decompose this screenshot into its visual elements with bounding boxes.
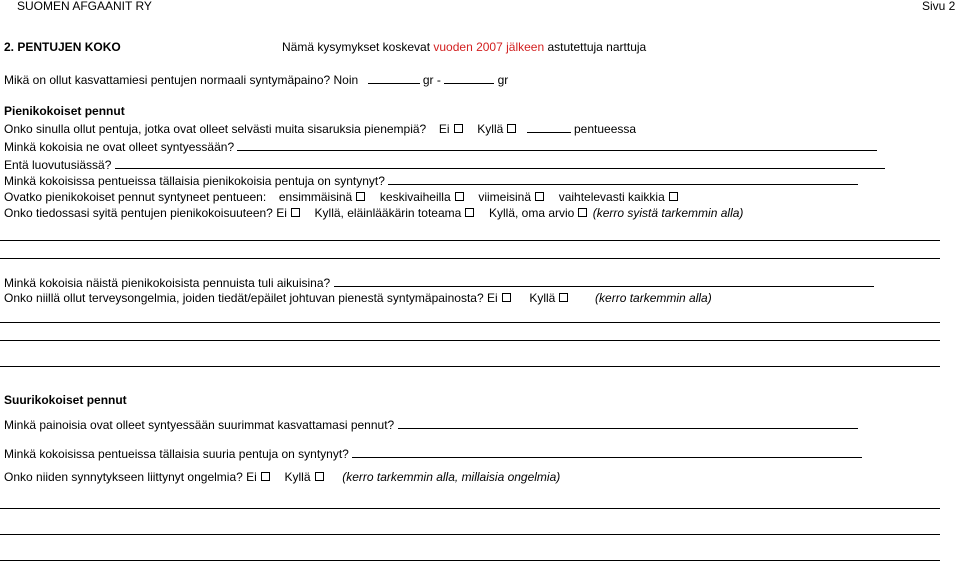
small-q1-ei-checkbox[interactable] [454, 124, 463, 133]
pentueessa-label: pentueessa [573, 122, 637, 136]
small-q6-vet-label: Kyllä, eläinlääkärin toteama [314, 206, 462, 220]
option-first-checkbox[interactable] [356, 192, 365, 201]
answer-line-4[interactable] [0, 340, 940, 341]
page-number: Sivu 2 [922, 0, 956, 13]
section-note-highlight: vuoden 2007 jälkeen [433, 40, 545, 54]
option-varied-label: vaihtelevasti kaikkia [558, 190, 665, 204]
large-q3-explain-note: (kerro tarkemmin alla, millaisia ongelmia) [342, 470, 561, 484]
small-q8-explain-note: (kerro tarkemmin alla) [595, 291, 712, 305]
small-q6-guess-label: Kyllä, oma arvio [488, 206, 575, 220]
large-q3 [4, 470, 560, 485]
answer-line-1[interactable] [0, 240, 940, 241]
small-q6-explain-note: (kerro syistä tarkemmin alla) [592, 206, 744, 220]
large-q1-label: Minkä painoisia ovat olleet syntyessään suurimmat kasvattamasi pennut? [4, 418, 395, 432]
small-count-field[interactable] [527, 121, 571, 133]
small-q7 [4, 275, 874, 291]
small-q3-field[interactable] [115, 157, 885, 169]
small-puppies-title: Pienikokoiset pennut [4, 104, 125, 118]
answer-line-3[interactable] [0, 322, 940, 323]
large-puppies-title: Suurikokoiset pennut [4, 393, 127, 407]
option-middle-checkbox[interactable] [455, 192, 464, 201]
small-q6-guess-checkbox[interactable] [578, 208, 587, 217]
small-q8-label: Onko niillä ollut terveysongelmia, joiden tiedät/epäilet johtuvan pienestä syntymäpainosta? [4, 291, 484, 305]
small-q1-ei-label: Ei [438, 122, 450, 136]
small-q4-field[interactable] [388, 173, 858, 185]
small-q8-ei-label: Ei [486, 291, 498, 305]
large-q1 [4, 417, 858, 433]
org-name: SUOMEN AFGAANIT RY [17, 0, 152, 13]
option-middle-label: keskivaiheilla [379, 190, 451, 204]
small-q8-ei-checkbox[interactable] [502, 293, 511, 302]
large-q3-ei-checkbox[interactable] [261, 472, 270, 481]
option-varied-checkbox[interactable] [669, 192, 678, 201]
small-q5 [4, 190, 680, 205]
gr-label-1: gr - [422, 73, 441, 87]
option-first-label: ensimmäisinä [278, 190, 353, 204]
small-q2-label: Minkä kokoisia ne ovat olleet syntyessään? [4, 140, 235, 154]
small-q4-label: Minkä kokoisissa pentueissa tällaisia pienikokoisia pentuja on syntynyt? [4, 174, 385, 188]
section-note-end: astutettuja narttuja [544, 40, 647, 54]
small-q6-ei-checkbox[interactable] [291, 208, 300, 217]
weight-max-field[interactable] [444, 72, 494, 84]
answer-line-2[interactable] [0, 258, 940, 259]
normal-weight-question [4, 72, 508, 88]
small-q7-field[interactable] [334, 275, 874, 287]
small-q1-kylla-label: Kyllä [477, 122, 504, 136]
answer-line-5[interactable] [0, 366, 940, 367]
section-note-start: Nämä kysymykset koskevat [282, 40, 434, 54]
section-note [282, 40, 646, 55]
large-q3-ei-label: Ei [246, 470, 257, 484]
small-q6 [4, 206, 743, 221]
option-last-checkbox[interactable] [535, 192, 544, 201]
answer-line-7[interactable] [0, 534, 940, 535]
answer-line-8[interactable] [0, 560, 940, 561]
small-q3-label: Entä luovutusiässä? [4, 158, 112, 172]
section-title: 2. PENTUJEN KOKO [4, 40, 121, 54]
small-q1-label: Onko sinulla ollut pentuja, jotka ovat olleet selvästi muita sisaruksia pienempiä? [4, 122, 427, 136]
large-q3-kylla-checkbox[interactable] [315, 472, 324, 481]
large-q3-kylla-label: Kyllä [284, 470, 311, 484]
small-q1-kylla-checkbox[interactable] [507, 124, 516, 133]
gr-label-2: gr [497, 73, 509, 87]
small-q8-kylla-checkbox[interactable] [559, 293, 568, 302]
large-q3-label: Onko niiden synnytykseen liittynyt ongelmia? [4, 470, 243, 484]
small-q8-kylla-label: Kyllä [529, 291, 556, 305]
small-q1 [4, 121, 636, 137]
large-q1-field[interactable] [398, 417, 858, 429]
large-q2 [4, 446, 862, 462]
small-q6-ei-label: Ei [276, 206, 287, 220]
small-q6-label: Onko tiedossasi syitä pentujen pienikokoisuuteen? [4, 206, 273, 220]
small-q3 [4, 157, 885, 173]
weight-min-field[interactable] [368, 72, 420, 84]
option-last-label: viimeisinä [478, 190, 531, 204]
large-q2-label: Minkä kokoisissa pentueissa tällaisia suuria pentuja on syntynyt? [4, 447, 349, 461]
small-q2-field[interactable] [237, 139, 877, 151]
answer-line-6[interactable] [0, 508, 940, 509]
small-q2 [4, 139, 877, 155]
small-q4 [4, 173, 858, 189]
large-q2-field[interactable] [352, 446, 862, 458]
normal-weight-label: Mikä on ollut kasvattamiesi pentujen normaali syntymäpaino? Noin [4, 73, 359, 87]
small-q7-label: Minkä kokoisia näistä pienikokoisista pennuista tuli aikuisina? [4, 276, 331, 290]
small-q6-vet-checkbox[interactable] [465, 208, 474, 217]
small-q5-label: Ovatko pienikokoiset pennut syntyneet pentueen: [4, 190, 267, 204]
small-q8 [4, 291, 712, 306]
